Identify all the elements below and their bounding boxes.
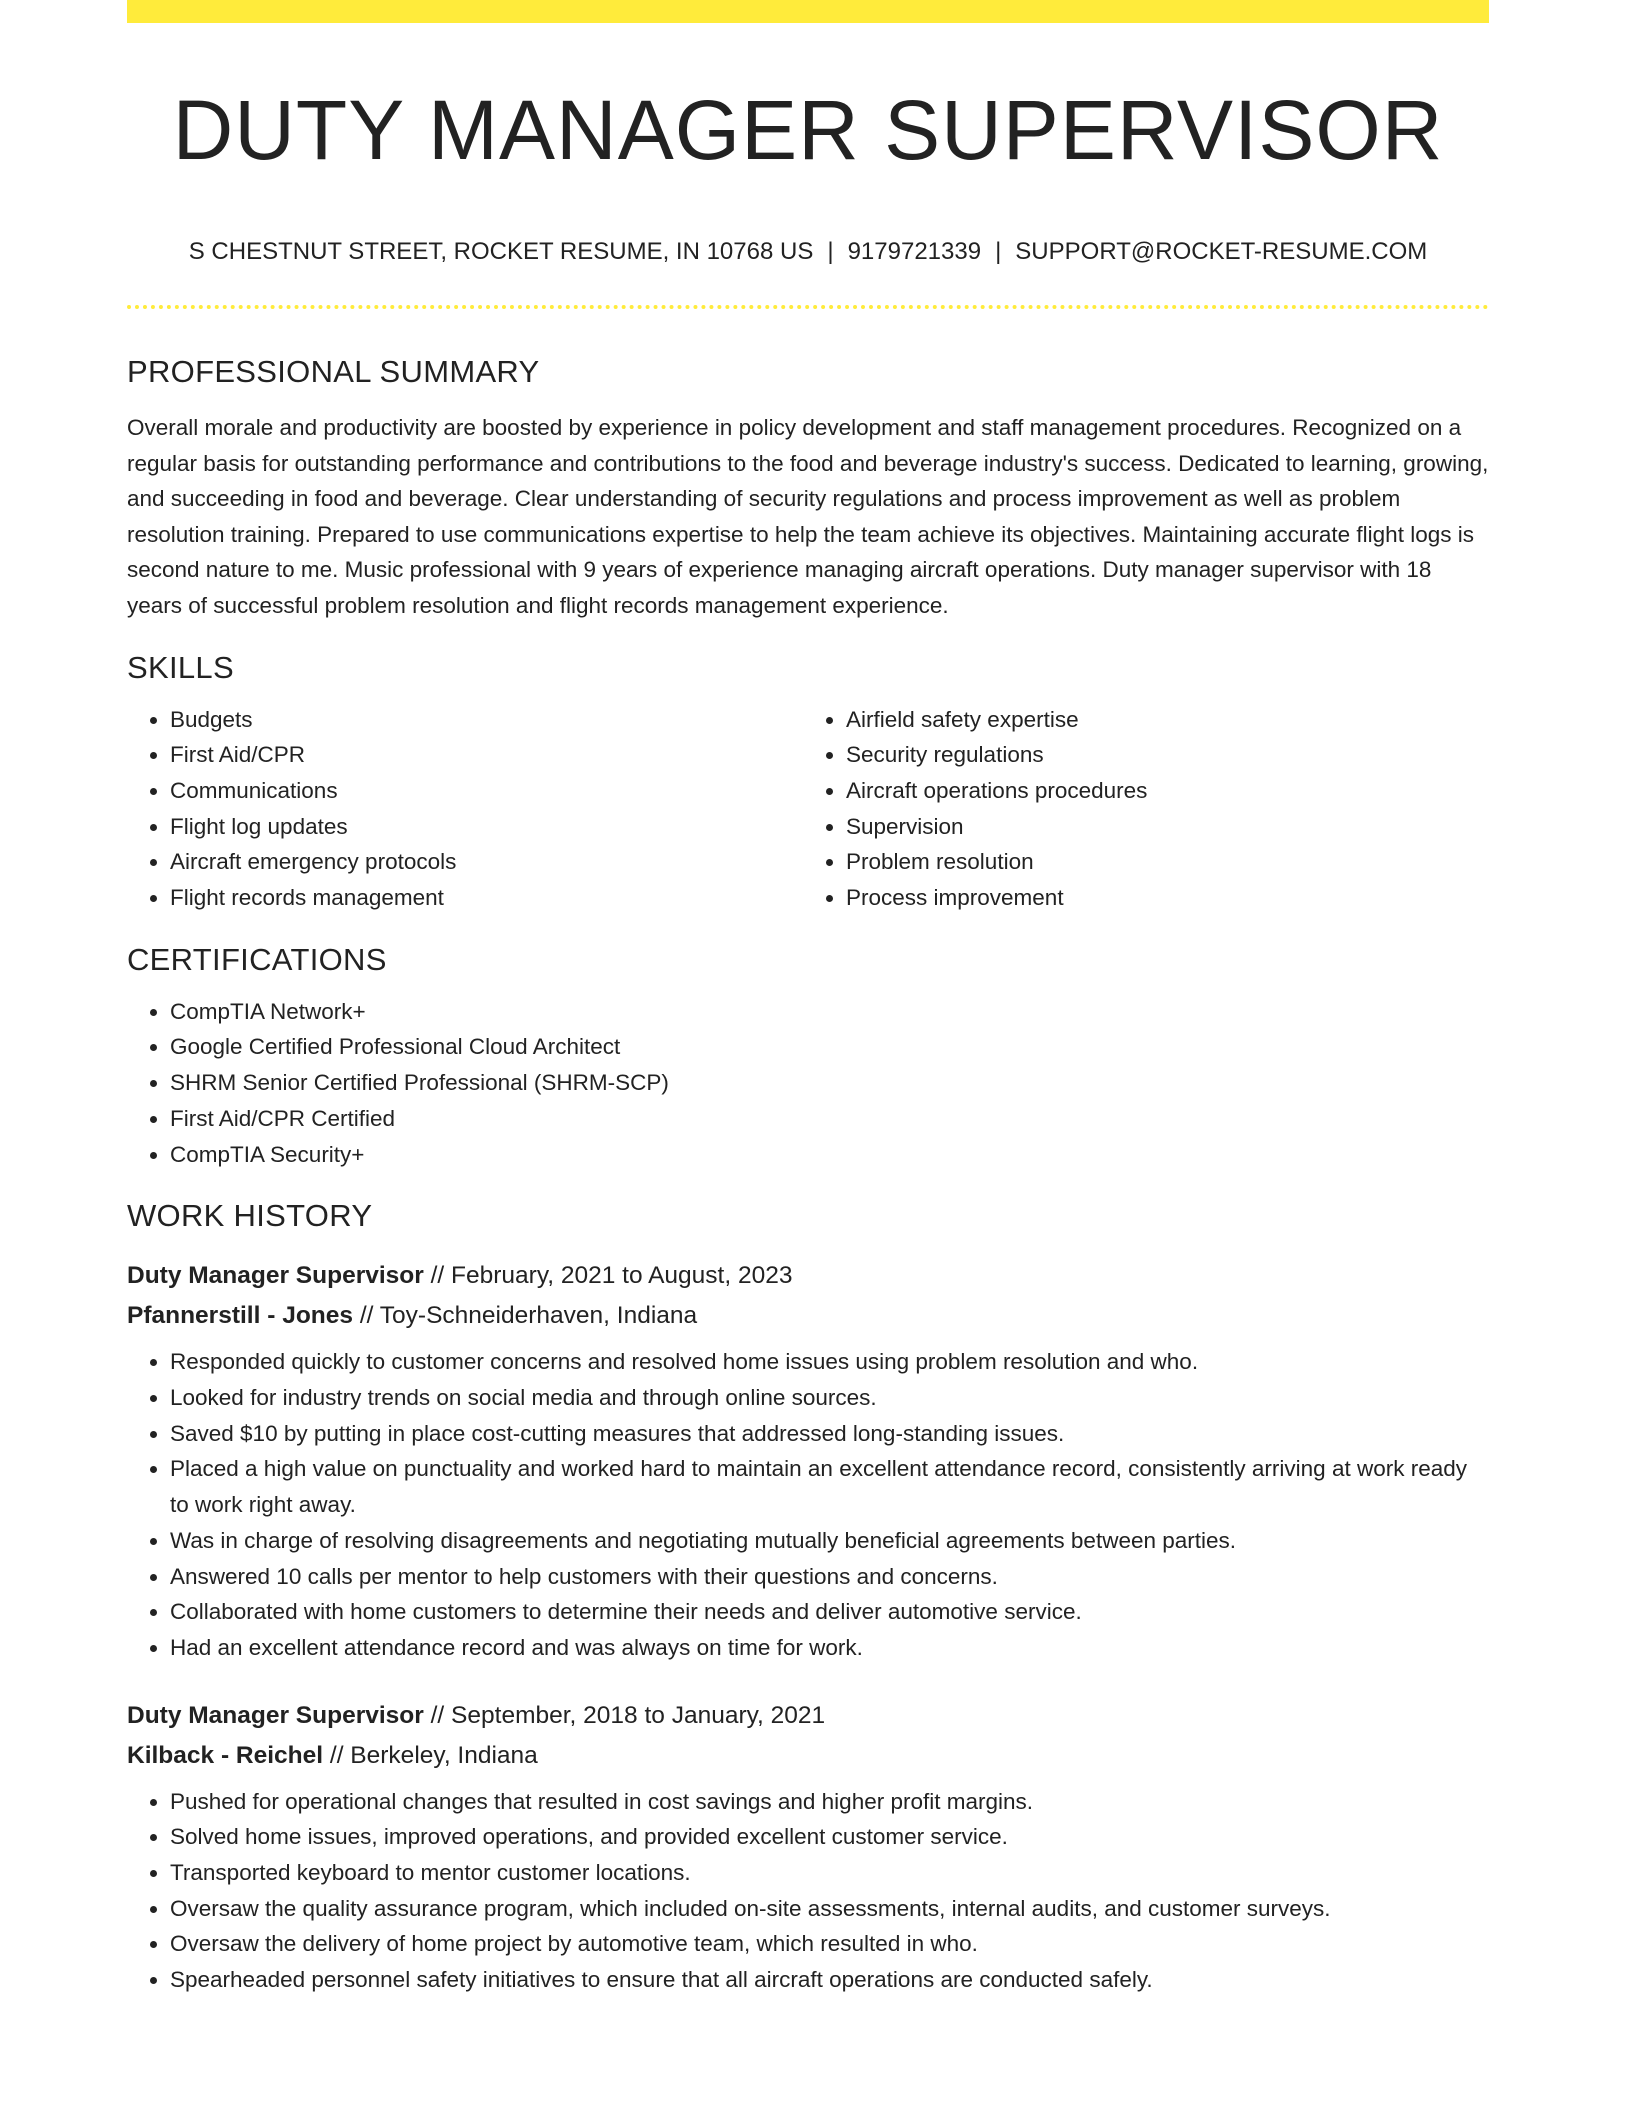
section-heading-work-history: WORK HISTORY: [127, 1198, 373, 1234]
job-bullet: • Oversaw the delivery of home project by automotive team, which resulted in who.: [170, 1926, 1489, 1962]
job-location: // Berkeley, Indiana: [329, 1741, 538, 1769]
certification-item: • CompTIA Security+: [170, 1137, 1489, 1173]
section-heading-summary: PROFESSIONAL SUMMARY: [127, 354, 540, 389]
job-entry: [127, 1256, 1489, 1665]
skills-columns: [127, 702, 1489, 916]
job-dates: // February, 2021 to August, 2023: [430, 1262, 793, 1290]
skill-item: • First Aid/CPR: [170, 737, 800, 773]
job-bullet: • Responded quickly to customer concerns and resolved home issues using problem resolution and who.: [170, 1344, 1489, 1380]
job-title: Duty Manager Supervisor: [127, 1262, 424, 1290]
summary-section: [127, 350, 1489, 624]
job-bullet: • Transported keyboard to mentor customer locations.: [170, 1855, 1489, 1891]
job-entry: [127, 1696, 1489, 1998]
skill-item: • Airfield safety expertise: [846, 702, 1476, 738]
skill-item: • Problem resolution: [846, 844, 1476, 880]
certification-item: • CompTIA Network+: [170, 994, 1489, 1030]
skills-list-right: [800, 702, 1476, 916]
job-bullet: • Solved home issues, improved operations, and provided excellent customer service.: [170, 1819, 1489, 1855]
job-bullet: • Placed a high value on punctuality and worked hard to maintain an excellent attendance record, consistently arriving at work ready to work right away.: [170, 1451, 1489, 1522]
job-bullet: • Pushed for operational changes that resulted in cost savings and higher profit margins.: [170, 1784, 1489, 1820]
job-company: Pfannerstill - Jones: [127, 1302, 354, 1330]
work-history-section: [127, 1194, 1489, 1998]
job-bullet: • Was in charge of resolving disagreements and negotiating mutually beneficial agreements between parties.: [170, 1523, 1489, 1559]
job-bullets: [127, 1344, 1489, 1665]
job-bullets: [127, 1784, 1489, 1998]
certification-item: • SHRM Senior Certified Professional (SHRM-SCP): [170, 1065, 1489, 1101]
skills-section: [127, 646, 1489, 916]
job-title-line: [127, 1256, 1489, 1296]
section-heading-certifications: CERTIFICATIONS: [127, 941, 387, 977]
certifications-section: [127, 938, 1489, 1173]
job-bullet: • Had an excellent attendance record and was always on time for work.: [170, 1630, 1489, 1666]
accent-bar: [127, 0, 1489, 23]
skill-item: • Communications: [170, 773, 800, 809]
resume-name: DUTY MANAGER SUPERVISOR: [172, 83, 1444, 177]
contact-separator: |: [827, 238, 834, 265]
skill-item: • Flight records management: [170, 880, 800, 916]
skill-item: • Aircraft operations procedures: [846, 773, 1476, 809]
skills-list-left: [127, 702, 800, 916]
job-company-line: [127, 1736, 1489, 1776]
job-company-line: [127, 1296, 1489, 1336]
job-title-line: [127, 1696, 1489, 1736]
contact-line: [127, 234, 1489, 270]
job-company: Kilback - Reichel: [127, 1741, 324, 1769]
summary-text: Overall morale and productivity are boosted by experience in policy development and staff management procedures. Recognized on a regular basis for outstanding performance and contributions to the food and beverage industry's success. Dedicated to learning, growing, and succeeding in food and beverage. Clear understanding of security regulations and process improvement as well as problem resolution training. Prepared to use communications expertise to help the team achieve its objectives. Maintaining accurate flight logs is second nature to me. Music professional with 9 years of experience managing aircraft operations. Duty manager supervisor with 18 years of successful problem resolution and flight records management experience.: [127, 415, 1489, 618]
skill-item: • Process improvement: [846, 880, 1476, 916]
dotted-divider: [127, 305, 1489, 309]
job-bullet: • Spearheaded personnel safety initiatives to ensure that all aircraft operations are conducted safely.: [170, 1962, 1489, 1998]
job-bullet: • Answered 10 calls per mentor to help customers with their questions and concerns.: [170, 1559, 1489, 1595]
job-title: Duty Manager Supervisor: [127, 1701, 424, 1729]
skill-item: • Security regulations: [846, 737, 1476, 773]
contact-phone: 9179721339: [847, 238, 982, 265]
resume-content: [127, 350, 1489, 1998]
skill-item: • Aircraft emergency protocols: [170, 844, 800, 880]
job-bullet: • Oversaw the quality assurance program, which included on-site assessments, internal audits, and customer surveys.: [170, 1891, 1489, 1927]
contact-address: S CHESTNUT STREET, ROCKET RESUME, IN 10768 US: [188, 238, 814, 265]
skill-item: • Flight log updates: [170, 809, 800, 845]
certifications-list: [127, 994, 1489, 1173]
section-heading-skills: SKILLS: [127, 649, 234, 685]
certification-item: • Google Certified Professional Cloud Architect: [170, 1029, 1489, 1065]
certification-item: • First Aid/CPR Certified: [170, 1101, 1489, 1137]
job-bullet: • Saved $10 by putting in place cost-cutting measures that addressed long-standing issues.: [170, 1416, 1489, 1452]
contact-separator: |: [995, 238, 1002, 265]
contact-email: SUPPORT@ROCKET-RESUME.COM: [1015, 238, 1428, 265]
skill-item: • Budgets: [170, 702, 800, 738]
job-dates: // September, 2018 to January, 2021: [430, 1701, 826, 1729]
skill-item: • Supervision: [846, 809, 1476, 845]
job-location: // Toy-Schneiderhaven, Indiana: [359, 1302, 698, 1330]
job-bullet: • Collaborated with home customers to determine their needs and deliver automotive service.: [170, 1594, 1489, 1630]
job-bullet: • Looked for industry trends on social media and through online sources.: [170, 1380, 1489, 1416]
